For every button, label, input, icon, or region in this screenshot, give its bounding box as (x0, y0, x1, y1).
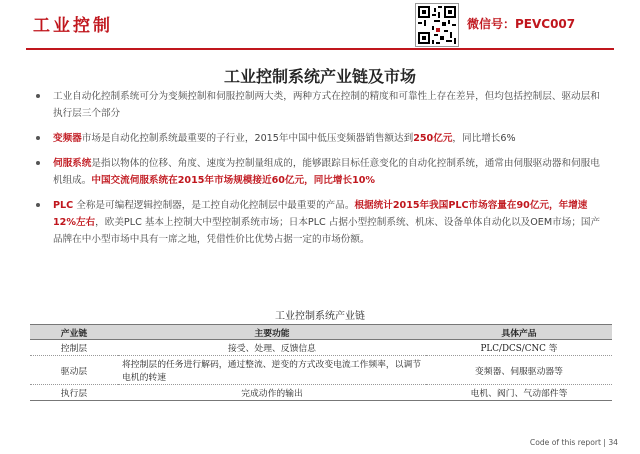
bullet-highlight: 变频器 (53, 133, 82, 144)
table-cell: 执行层 (30, 385, 118, 401)
header (0, 0, 640, 46)
wechat-id: 微信号：PEVC007 (467, 17, 576, 31)
bullet-item (36, 197, 604, 248)
bullet-tail: ，欧美PLC 基本上控制大中型控制系统市场；日本PLC 占据小型控制系统、机床、设备单体自动化以及OEM市场；国产品牌在中小型市场中具有一席之地，凭借性价比优势占据一定的市场份额。 (53, 217, 601, 245)
bullet-text: 工业自动化控制系统可分为变频控制和伺服控制两大类，两种方式在控制的精度和可靠性上存在差异，但均包括控制层、驱动层和执行层三个部分 (53, 91, 600, 119)
bullet-highlight-2: 250亿元 (413, 133, 453, 144)
table-cell: 接受、处理、反馈信息 (118, 340, 426, 356)
table-cell: 将控制层的任务进行解码，通过整流、逆变的方式改变电流工作频率，以调节电机的转速 (118, 356, 426, 385)
table-cell: PLC/DCS/CNC 等 (426, 340, 612, 356)
table-row (30, 340, 612, 356)
bullet-highlight-2: 中国交流伺服系统在2015年市场规模接近60亿元，同比增长10% (91, 175, 376, 186)
column-header: 产业链 (30, 325, 118, 340)
bullet-tail: ，同比增长6% (452, 133, 516, 144)
table-header-row (30, 325, 612, 340)
bullet-item (36, 88, 604, 122)
bullet-text: 是指以物体的位移、角度、速度为控制量组成的，能够跟踪目标任意变化的自动化控制系统，通常由伺服驱动器和伺服电机组成。 (53, 158, 600, 186)
column-header: 主要功能 (118, 325, 426, 340)
bullet-icon (36, 94, 40, 98)
bullet-highlight: 伺服系统 (53, 158, 92, 169)
table-cell: 电机、阀门、气动部件等 (426, 385, 612, 401)
table-row (30, 356, 612, 385)
bullet-text: 全称是可编程逻辑控制器，是工控自动化控制层中最重要的产品。 (73, 200, 355, 211)
bullet-highlight: PLC (53, 200, 74, 211)
table-cell: 变频器、伺服驱动器等 (426, 356, 612, 385)
bullet-text: 市场是自动化控制系统最重要的子行业，2015年中国中低压变频器销售额达到 (81, 133, 414, 144)
page-footer: Code of this report | 34 (529, 438, 618, 447)
table-caption: 工业控制系统产业链 (275, 311, 365, 322)
industry-chain-table (30, 324, 612, 401)
table-cell: 控制层 (30, 340, 118, 356)
column-header: 具体产品 (426, 325, 612, 340)
bullet-icon (36, 136, 40, 140)
table-cell: 驱动层 (30, 356, 118, 385)
table-row (30, 385, 612, 401)
bullet-item (36, 130, 604, 147)
bullet-list (36, 88, 604, 256)
bullet-highlight-2: 根据统计2015年我国PLC市场容量在90亿元，年增速12%左右 (53, 200, 588, 228)
header-divider (26, 48, 614, 50)
bullet-icon (36, 203, 40, 207)
page-title: 工业控制系统产业链及市场 (223, 67, 416, 86)
bullet-icon (36, 161, 40, 165)
table-cell: 完成动作的输出 (118, 385, 426, 401)
qr-code-icon[interactable] (415, 3, 459, 47)
bullet-item (36, 155, 604, 189)
brand-title: 工业控制 (33, 16, 113, 36)
